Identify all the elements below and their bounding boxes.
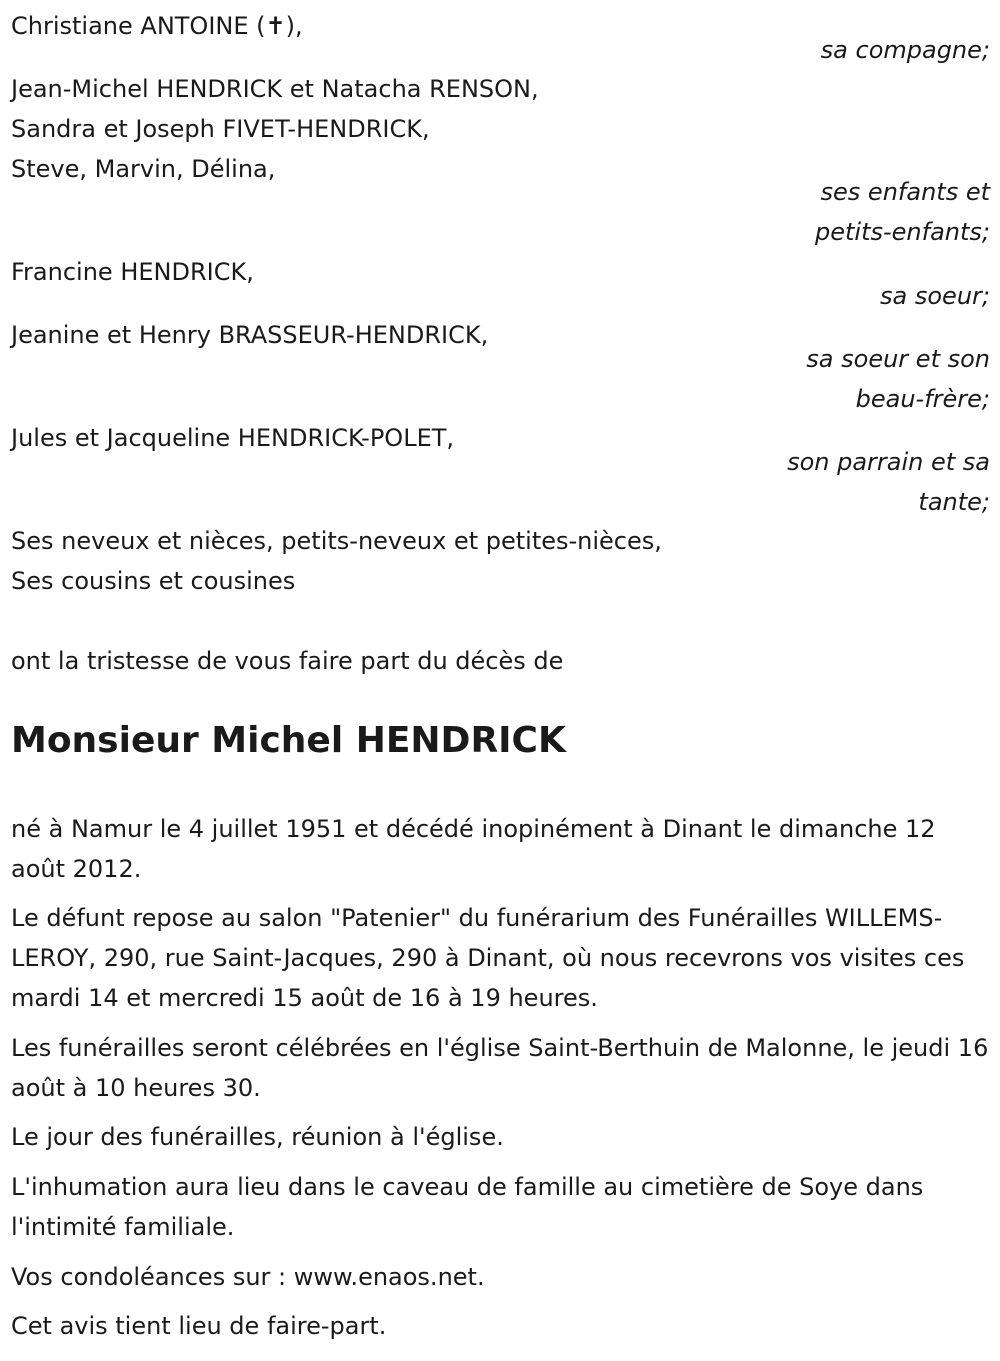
burial-paragraph: L'inhumation aura lieu dans le caveau de famille au cimetière de Soye dans l'intimité familiale. xyxy=(11,1173,924,1241)
sister-2-role-line-2: beau-frère; xyxy=(855,385,990,413)
extended-family-line-1: Ses neveux et nièces, petits-neveux et petites-nièces, xyxy=(11,527,662,555)
deceased-name: Monsieur Michel HENDRICK xyxy=(11,720,566,761)
ceremony-paragraph: Les funérailles seront célébrées en l'église Saint-Berthuin de Malonne, le jeudi 16 août à 10 heures 30. xyxy=(11,1034,989,1102)
children-role-line-1: ses enfants et xyxy=(820,178,990,206)
child-line-1: Jean-Michel HENDRICK et Natacha RENSON, xyxy=(11,75,539,103)
godparents-role-line-1: son parrain et sa xyxy=(787,448,990,476)
condolences-paragraph: Vos condoléances sur : www.enaos.net. xyxy=(11,1263,485,1291)
notice-paragraph: Cet avis tient lieu de faire-part. xyxy=(11,1312,387,1340)
sister-2-name: Jeanine et Henry BRASSEUR-HENDRICK, xyxy=(11,321,489,349)
viewing-paragraph: Le défunt repose au salon "Patenier" du funérarium des Funérailles WILLEMS-LEROY, 290, rue Saint-Jacques, 290 à Dinant, où nous recevrons vos visites ces mardi 14 et mercredi 15 août de 16 à 19 heures. xyxy=(11,904,965,1012)
godparents-name: Jules et Jacqueline HENDRICK-POLET, xyxy=(11,424,455,452)
sister-1-role: sa soeur; xyxy=(880,282,990,310)
sister-2-role-line-1: sa soeur et son xyxy=(806,345,990,373)
child-line-2: Sandra et Joseph FIVET-HENDRICK, xyxy=(11,115,430,143)
sister-1-name: Francine HENDRICK, xyxy=(11,258,254,286)
extended-family-line-2: Ses cousins et cousines xyxy=(11,567,296,595)
godparents-role-line-2: tante; xyxy=(918,488,990,516)
announcement-intro: ont la tristesse de vous faire part du décès de xyxy=(11,647,564,675)
meeting-paragraph: Le jour des funérailles, réunion à l'église. xyxy=(11,1123,504,1151)
children-role-line-2: petits-enfants; xyxy=(815,218,990,246)
grandchildren-line: Steve, Marvin, Délina, xyxy=(11,155,276,183)
partner-role: sa compagne; xyxy=(820,36,990,64)
birth-death-paragraph: né à Namur le 4 juillet 1951 et décédé inopinément à Dinant le dimanche 12 août 2012. xyxy=(11,815,936,883)
partner-name: Christiane ANTOINE (✝), xyxy=(11,12,303,40)
